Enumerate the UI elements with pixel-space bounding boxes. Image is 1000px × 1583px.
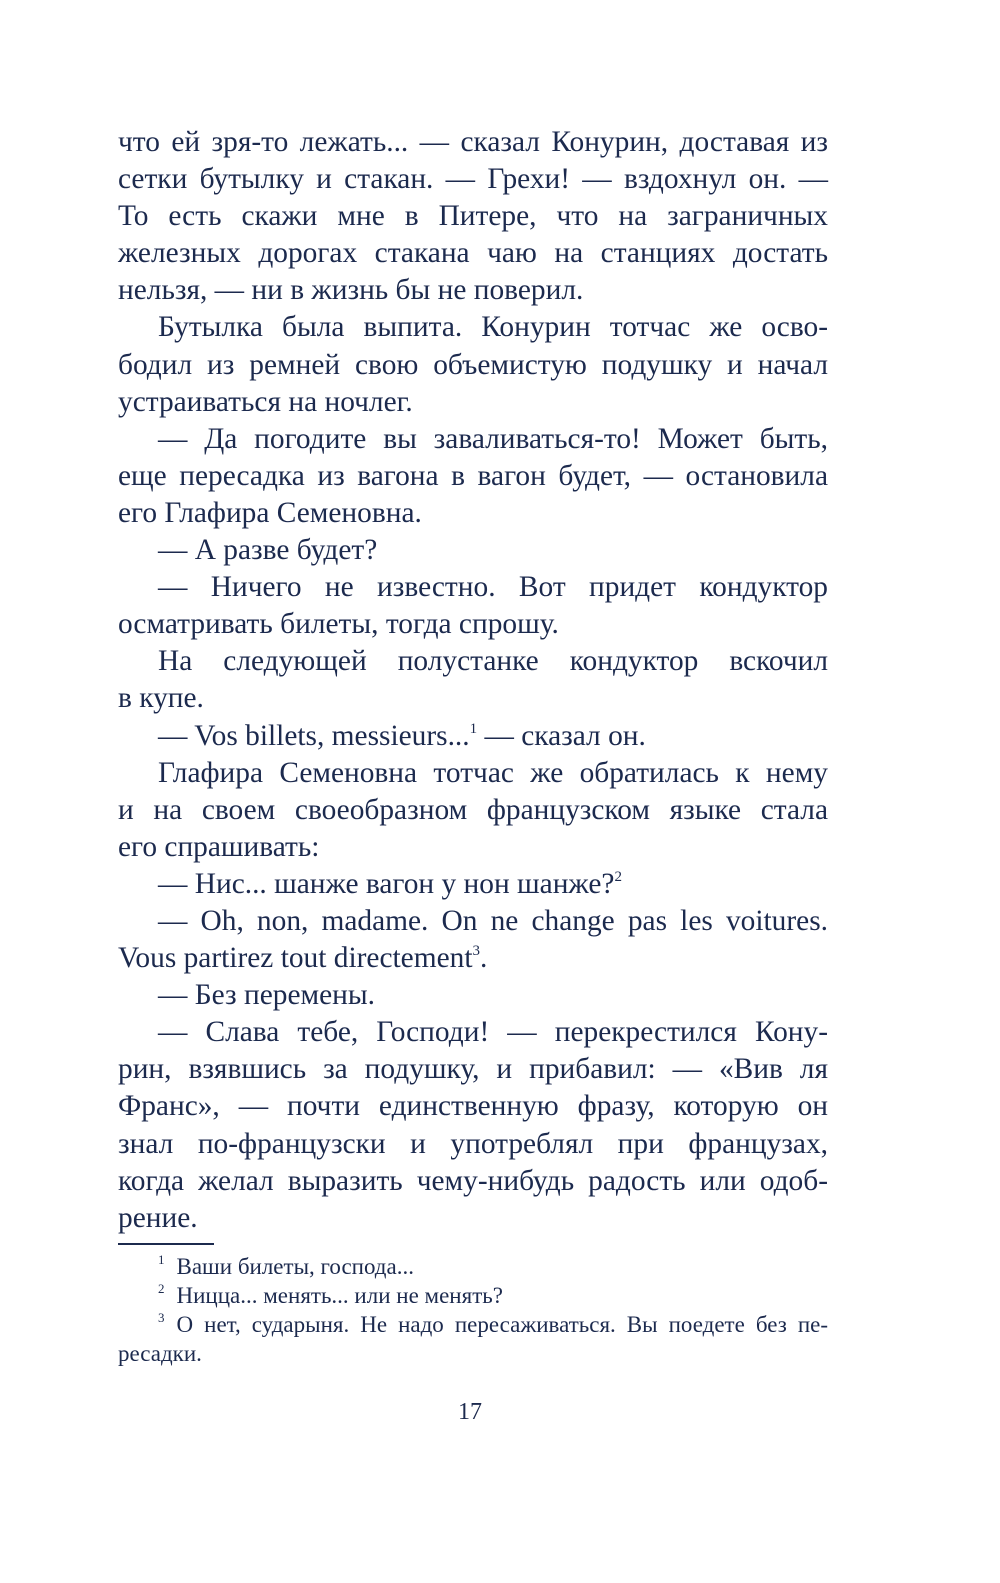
text-line [118,866,828,903]
text-line: осматривать билеты, тогда спрошу. [118,608,559,641]
text-line: — Ничего не известно. Вот придет кондуктор [158,571,828,604]
text-line: знал по-французски и употреблял при французах, [118,1127,828,1160]
text-line [118,718,828,755]
text-line: рин, взявшись за подушку, и прибавил: — «Вив ля [118,1053,828,1086]
text-line: сетки бутылку и стакан. — Грехи! — вздохнул он. — [118,163,828,196]
body-text [118,124,828,1237]
footnote [118,1252,828,1281]
text-line: Франс», — почти единственную фразу, которую он [118,1090,828,1123]
text-fragment: — сказал он. [484,719,646,752]
text-line: когда желал выразить чему-нибудь радость или одоб- [118,1164,828,1197]
footnote-continuation: ресадки. [118,1341,202,1366]
footnote-ref: 2 [614,868,622,885]
footnote [118,1281,828,1310]
text-line: — Да погодите вы заваливаться-то! Может быть, [158,422,828,455]
text-fragment: — Vos billets, messieurs... [158,719,470,752]
text-line: Глафира Семеновна тотчас же обратилась к нему [158,756,828,789]
text-line: бодил из ремней свою объемистую подушку и начал [118,348,828,381]
text-line: — Oh, non, madame. On ne change pas les voitures. [158,904,828,937]
page-number: 17 [458,1399,482,1425]
text-line: То есть скажи мне в Питере, что на заграничных [118,200,828,233]
footnote-ref: 1 [469,720,478,737]
text-line: Бутылка была выпита. Конурин тотчас же осво- [158,311,828,344]
text-line: нельзя, — ни в жизнь бы не поверил. [118,274,584,307]
text-line: еще пересадка из вагона в вагон будет, — остановила [118,459,828,492]
footnote-divider [118,1243,214,1245]
footnote-ref: 3 [472,943,480,960]
text-line: рение. [118,1201,198,1234]
text-fragment: Vous partirez tout directement [118,942,473,975]
text-line: в купе. [118,682,204,715]
text-line: — А разве будет? [158,534,378,567]
text-fragment: — Нис... шанже вагон у нон шанже? [158,867,615,900]
text-line: его Глафира Семеновна. [118,496,422,529]
footnotes [118,1252,828,1368]
text-line: — Без перемены. [158,979,375,1012]
text-line: На следующей полустанке кондуктор вскочил [158,645,828,678]
footnote-mark: 2 [158,1281,165,1296]
footnote [118,1310,828,1339]
text-line: что ей зря-то лежать... — сказал Конурин, доставая из [118,126,828,158]
footnote-text: О нет, сударыня. Не надо пересаживаться. Вы поедете без пе- [176,1312,828,1337]
footnote-mark: 1 [158,1252,165,1267]
text-line: и на своем своеобразном французском языке стала [118,793,828,826]
text-line: его спрашивать: [118,830,320,863]
text-line: железных дорогах стакана чаю на станциях достать [118,237,828,270]
text-line: — Слава тебе, Господи! — перекрестился Кону- [158,1016,828,1049]
text-line [118,940,828,977]
footnote-text: Ницца... менять... или не менять? [176,1283,503,1308]
text-fragment: . [479,942,488,975]
text-line: устраиваться на ночлег. [118,385,413,418]
footnote-mark: 3 [158,1310,165,1325]
footnote-text: Ваши билеты, господа... [176,1254,414,1279]
